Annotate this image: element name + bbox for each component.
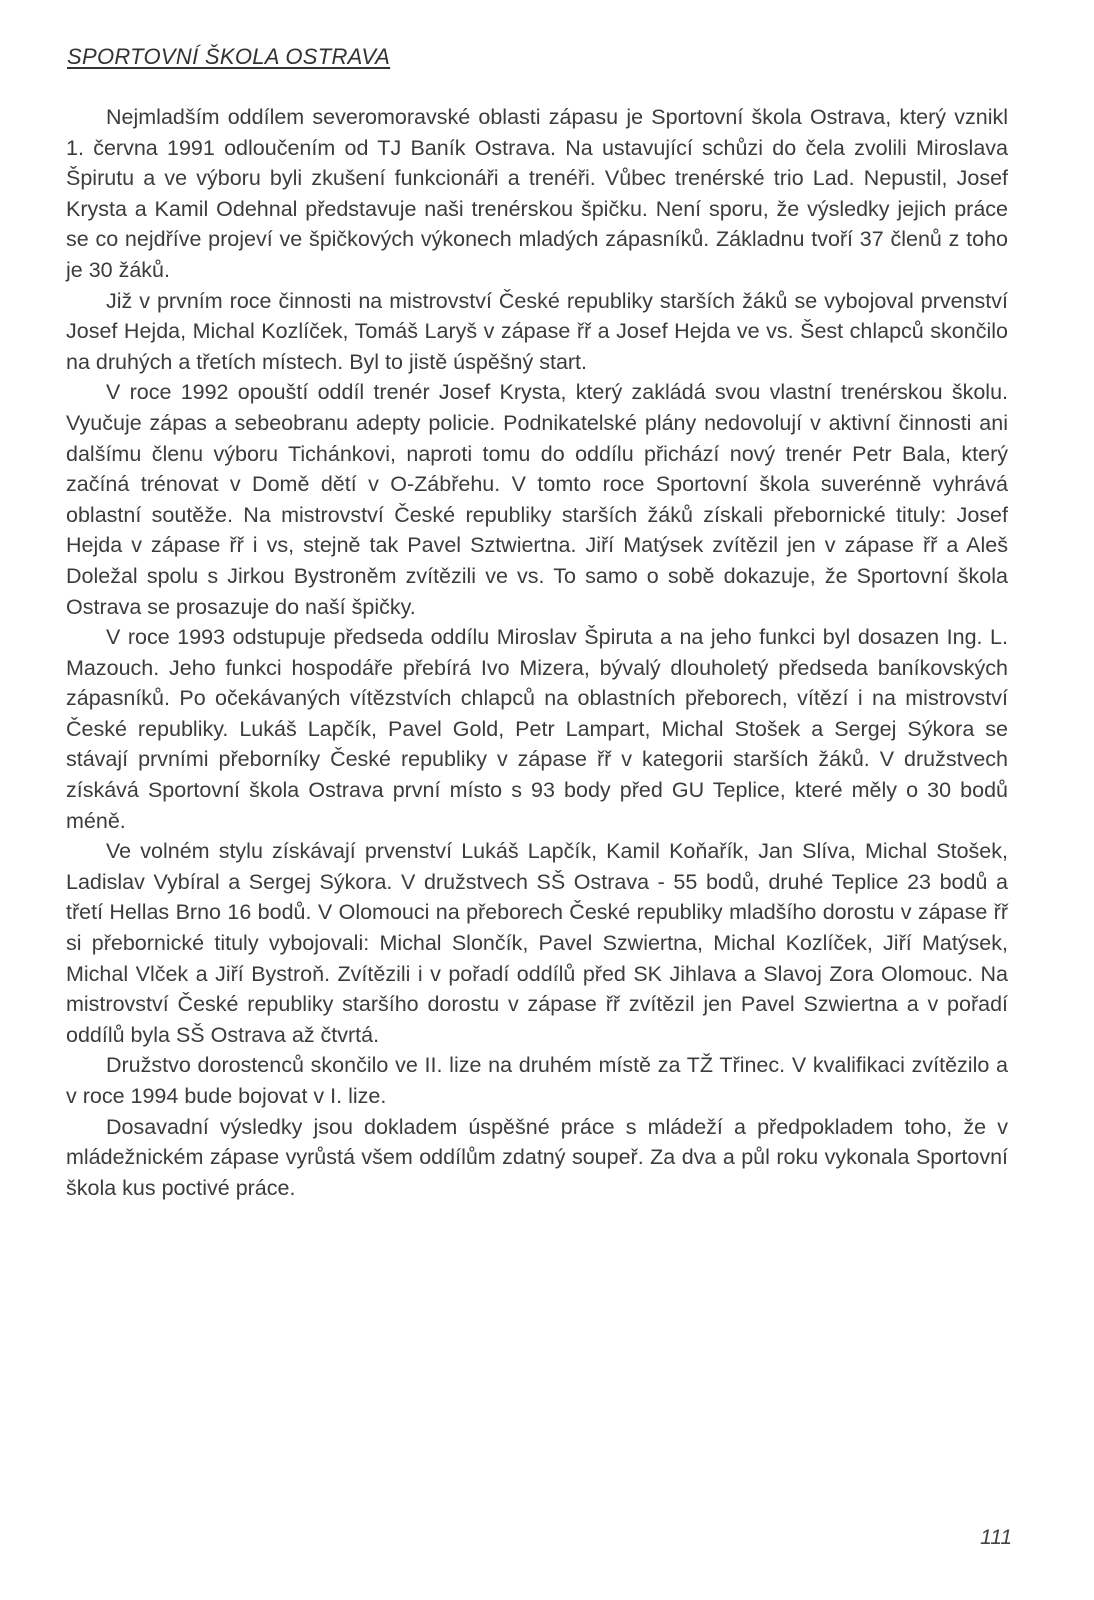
paragraph: V roce 1993 odstupuje předseda oddílu Miroslav Špiruta a na jeho funkci byl dosazen Ing. L. Mazouch. Jeho funkci hospodáře přebírá Ivo Mizera, bývalý dlouholetý předseda baníkovských zápasníků. Po očekávaných vítězstvích chlapců na oblastních přeborech, vítězí i na mistrovství České republiky. Lukáš Lapčík, Pavel Gold, Petr Lampart, Michal Stošek a Sergej Sýkora se stávají prvními přeborníky České republiky v zápase řř v kategorii starších žáků. V družstvech získává Sportovní škola Ostrava první místo s 93 body před GU Teplice, které měly o 30 bodů méně. [66, 625, 1008, 833]
paragraph: Dosavadní výsledky jsou dokladem úspěšné práce s mládeží a předpokladem toho, že v mládežnickém zápase vyrůstá všem oddílům zdatný soupeř. Za dva a půl roku vykonala Sportovní škola kus poctivé práce. [66, 1114, 1008, 1200]
section-heading: SPORTOVNÍ ŠKOLA OSTRAVA [67, 44, 391, 69]
paragraph: V roce 1992 opouští oddíl trenér Josef Krysta, který zakládá svou vlastní trenérskou školu. Vyučuje zápas a sebeobranu adepty policie. Podnikatelské plány nedovolují v aktivní činnosti ani dalšímu členu výboru Tichánkovi, naproti tomu do oddílu přichází nový trenér Petr Bala, který začíná trénovat v Domě dětí v O-Zábřehu. V tomto roce Sportovní škola suverénně vyhrává oblastní soutěže. Na mistrovství České republiky starších žáků získali přebornické tituly: Josef Hejda v zápase řř i vs, stejně tak Pavel Sztwiertna. Jiří Matýsek zvítězil jen v zápase řř a Aleš Doležal spolu s Jirkou Bystroněm zvítězili ve vs. To samo o sobě dokazuje, že Sportovní škola Ostrava se prosazuje do naší špičky. [66, 380, 1008, 619]
paragraph: Družstvo dorostenců skončilo ve II. lize na druhém místě za TŽ Třinec. V kvalifikaci zvítězilo a v roce 1994 bude bojovat v I. lize. [66, 1053, 1008, 1108]
body-text [66, 102, 1008, 1203]
page-number: 111 [980, 1526, 1012, 1549]
paragraph: Ve volném stylu získávají prvenství Lukáš Lapčík, Kamil Koňařík, Jan Slíva, Michal Stošek, Ladislav Vybíral a Sergej Sýkora. V družstvech SŠ Ostrava - 55 bodů, druhé Teplice 23 bodů a třetí Hellas Brno 16 bodů. V Olomouci na přeborech České republiky mladšího dorostu v zápase řř si přebornické tituly vybojovali: Michal Slončík, Pavel Szwiertna, Michal Kozlíček, Jiří Matýsek, Michal Vlček a Jiří Bystroň. Zvítězili i v pořadí oddílů před SK Jihlava a Slavoj Zora Olomouc. Na mistrovství České republiky staršího dorostu v zápase řř zvítězil jen Pavel Szwiertna a v pořadí oddílů byla SŠ Ostrava až čtvrtá. [66, 839, 1008, 1047]
paragraph: Již v prvním roce činnosti na mistrovství České republiky starších žáků se vybojoval prvenství Josef Hejda, Michal Kozlíček, Tomáš Laryš v zápase řř a Josef Hejda ve vs. Šest chlapců skončilo na druhých a třetích místech. Byl to jistě úspěšný start. [66, 288, 1008, 374]
paragraph: Nejmladším oddílem severomoravské oblasti zápasu je Sportovní škola Ostrava, který vznikl 1. června 1991 odloučením od TJ Baník Ostrava. Na ustavující schůzi do čela zvolili Miroslava Špirutu a ve výboru byli zkušení funkcionáři a trenéři. Vůbec trenérské trio Lad. Nepustil, Josef Krysta a Kamil Odehnal představuje naši trenérskou špičku. Není sporu, že výsledky jejich práce se co nejdříve projeví ve špičkových výkonech mladých zápasníků. Základnu tvoří 37 členů z toho je 30 žáků. [66, 105, 1008, 282]
